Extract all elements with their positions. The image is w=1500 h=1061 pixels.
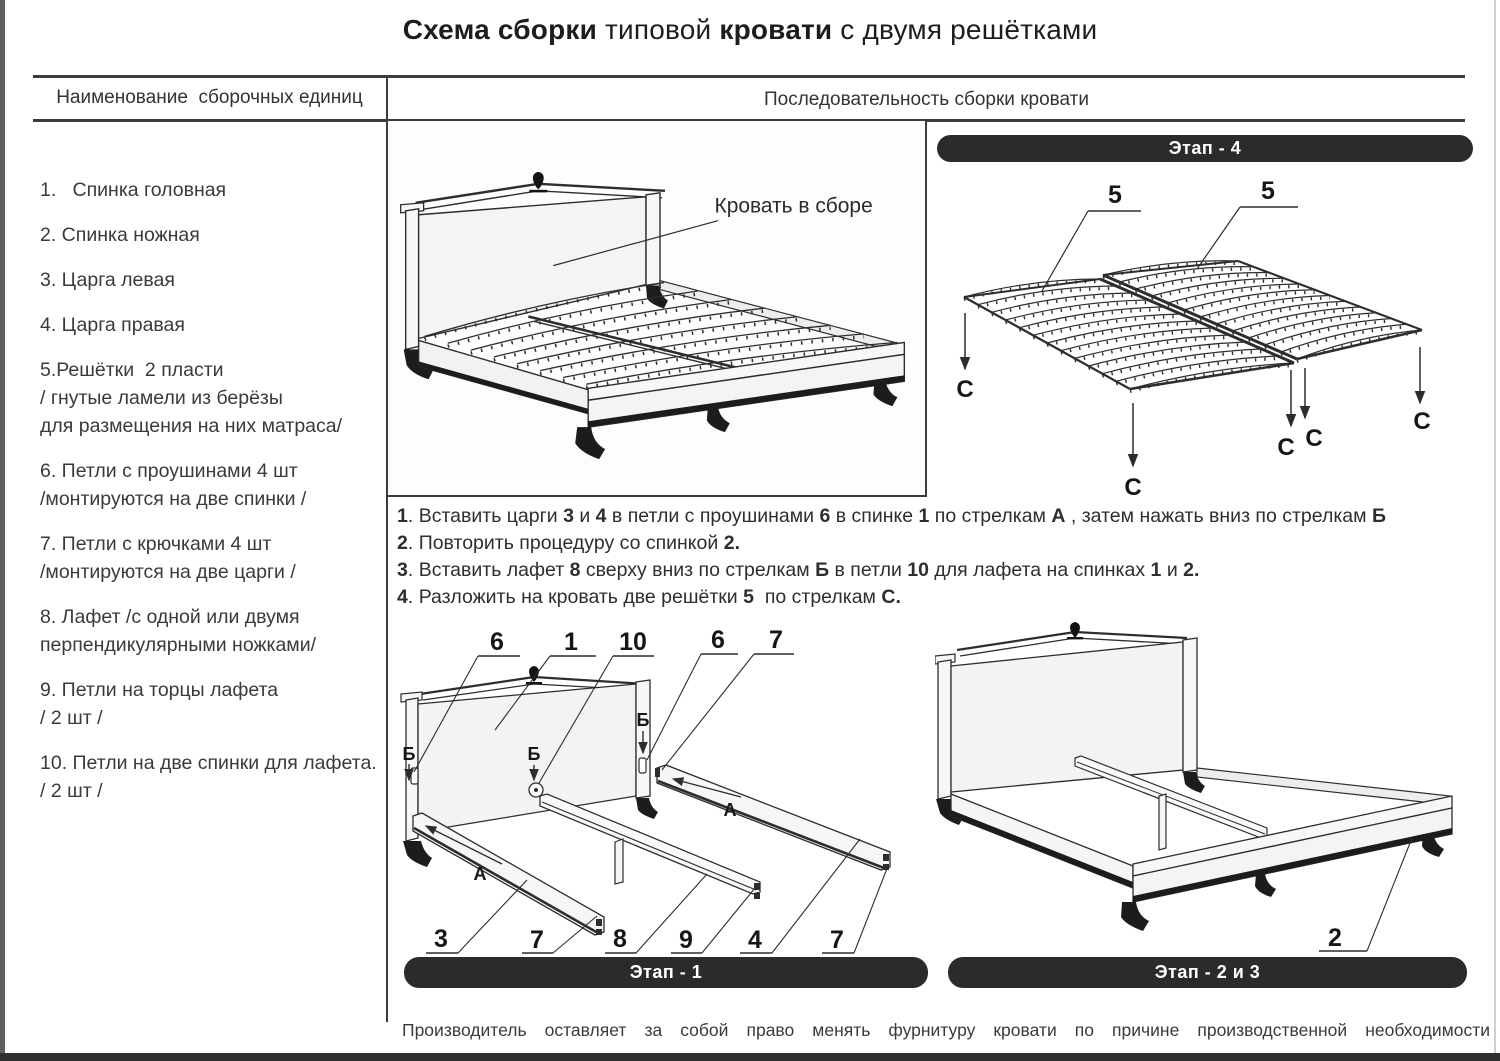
label-arrow-c: С: [1277, 434, 1295, 461]
label-arrow-c: С: [956, 376, 974, 403]
instruction-step: 2. Повторить процедуру со спинкой 2.: [397, 532, 740, 554]
label-arrow-c: С: [1124, 474, 1142, 501]
label-2: 2: [1328, 924, 1342, 952]
label-4: 4: [748, 926, 762, 954]
stage-4-figure: [935, 163, 1475, 508]
parts-list-item: 8. Лафет /с одной или двумя перпендикулярными ножками/: [40, 606, 317, 656]
label-arrow-a: А: [723, 800, 737, 820]
tsarga-right-installed: [1197, 768, 1450, 805]
assembled-bed-caption: Кровать в сборе: [714, 194, 873, 218]
label-arrow-b: Б: [636, 710, 650, 730]
label-6b: 6: [711, 626, 725, 654]
label-7d: 7: [830, 926, 844, 954]
lafet-leg: [615, 839, 623, 884]
hinge-loop: [639, 758, 646, 773]
page-title: Схема сборки типовой кровати с двумя решётками: [402, 14, 1098, 45]
stage-2-3-banner: [948, 957, 1467, 988]
parts-list-item: 9. Петли на торцы лафета / 2 шт /: [40, 679, 279, 729]
label-8: 8: [613, 925, 627, 953]
label-arrow-a: А: [473, 864, 487, 884]
parts-list-item: 5.Решётки 2 пласти / гнутые ламели из берёзы для размещения на них матраса/: [40, 359, 343, 437]
parts-list: [40, 176, 385, 822]
column-header-sequence: Последовательность сборки кровати: [763, 89, 1089, 110]
stage-1-figure: [390, 620, 935, 956]
headboard-panel: [951, 642, 1183, 792]
parts-list-item: 3. Царга левая: [40, 269, 175, 291]
headboard-left-post: [938, 660, 951, 799]
label-arrow-c: С: [1413, 408, 1431, 435]
label-arrow-c: С: [1305, 425, 1323, 452]
footboard-leg: [575, 427, 605, 459]
footboard-leg: [1121, 902, 1149, 931]
lafet-leg: [1159, 794, 1166, 850]
assembled-bed-box: [386, 119, 927, 497]
parts-list-item: 10. Петли на две спинки для лафета. / 2 шт /: [40, 752, 377, 802]
label-7: 7: [769, 626, 783, 654]
stage-2-3-figure: [935, 620, 1495, 954]
tsarga-left: [413, 813, 604, 935]
label-6: 6: [490, 628, 504, 656]
urn-ornament: [533, 172, 544, 189]
parts-list-item: 4. Царга правая: [40, 314, 185, 336]
label-grid-right-5: 5: [1261, 177, 1275, 205]
label-9: 9: [679, 926, 693, 954]
label-3: 3: [434, 925, 448, 953]
parts-list-item: 2. Спинка ножная: [40, 224, 200, 246]
stage-4-label: Этап - 4: [1168, 138, 1242, 158]
parts-list-item: 6. Петли с проушинами 4 шт /монтируются на две спинки /: [40, 460, 307, 510]
assembly-instructions: [397, 503, 1477, 611]
stage-1-label: Этап - 1: [629, 962, 703, 982]
stage-1-banner: [404, 957, 928, 988]
parts-list-item: 1. Спинка головная: [40, 179, 227, 201]
instruction-step: 4. Разложить на кровать две решётки 5 по стрелкам С.: [397, 586, 901, 608]
label-arrow-b: Б: [527, 744, 541, 764]
stage-2-3-label: Этап - 2 и 3: [1154, 962, 1261, 982]
label-10: 10: [619, 628, 647, 656]
column-header-parts: Наименование сборочных единиц: [56, 87, 363, 108]
label-7c: 7: [530, 926, 544, 954]
manufacturer-note: Производитель оставляет за собой право менять фурнитуру кровати по причине производственной необходимости: [402, 1020, 1490, 1040]
label-grid-left-5: 5: [1108, 181, 1122, 209]
stage-4-banner: [937, 135, 1473, 162]
divider-top: [33, 75, 1465, 78]
headboard-left-post: [406, 209, 419, 350]
instruction-step: 3. Вставить лафет 8 сверху вниз по стрелкам Б в петли 10 для лафета на спинках 1 и 2.: [397, 559, 1200, 581]
assembled-bed-figure: [388, 121, 925, 495]
page-edge-bottom: [0, 1053, 1500, 1061]
page-edge-left: [0, 0, 5, 1061]
label-1: 1: [564, 628, 578, 656]
instruction-step: 1. Вставить царги 3 и 4 в петли с проушинами 6 в спинке 1 по стрелкам А , затем нажать вниз по стрелкам Б: [397, 505, 1386, 527]
parts-list-item: 7. Петли с крючками 4 шт /монтируются на две царги /: [40, 533, 296, 583]
label-arrow-b: Б: [402, 744, 416, 764]
